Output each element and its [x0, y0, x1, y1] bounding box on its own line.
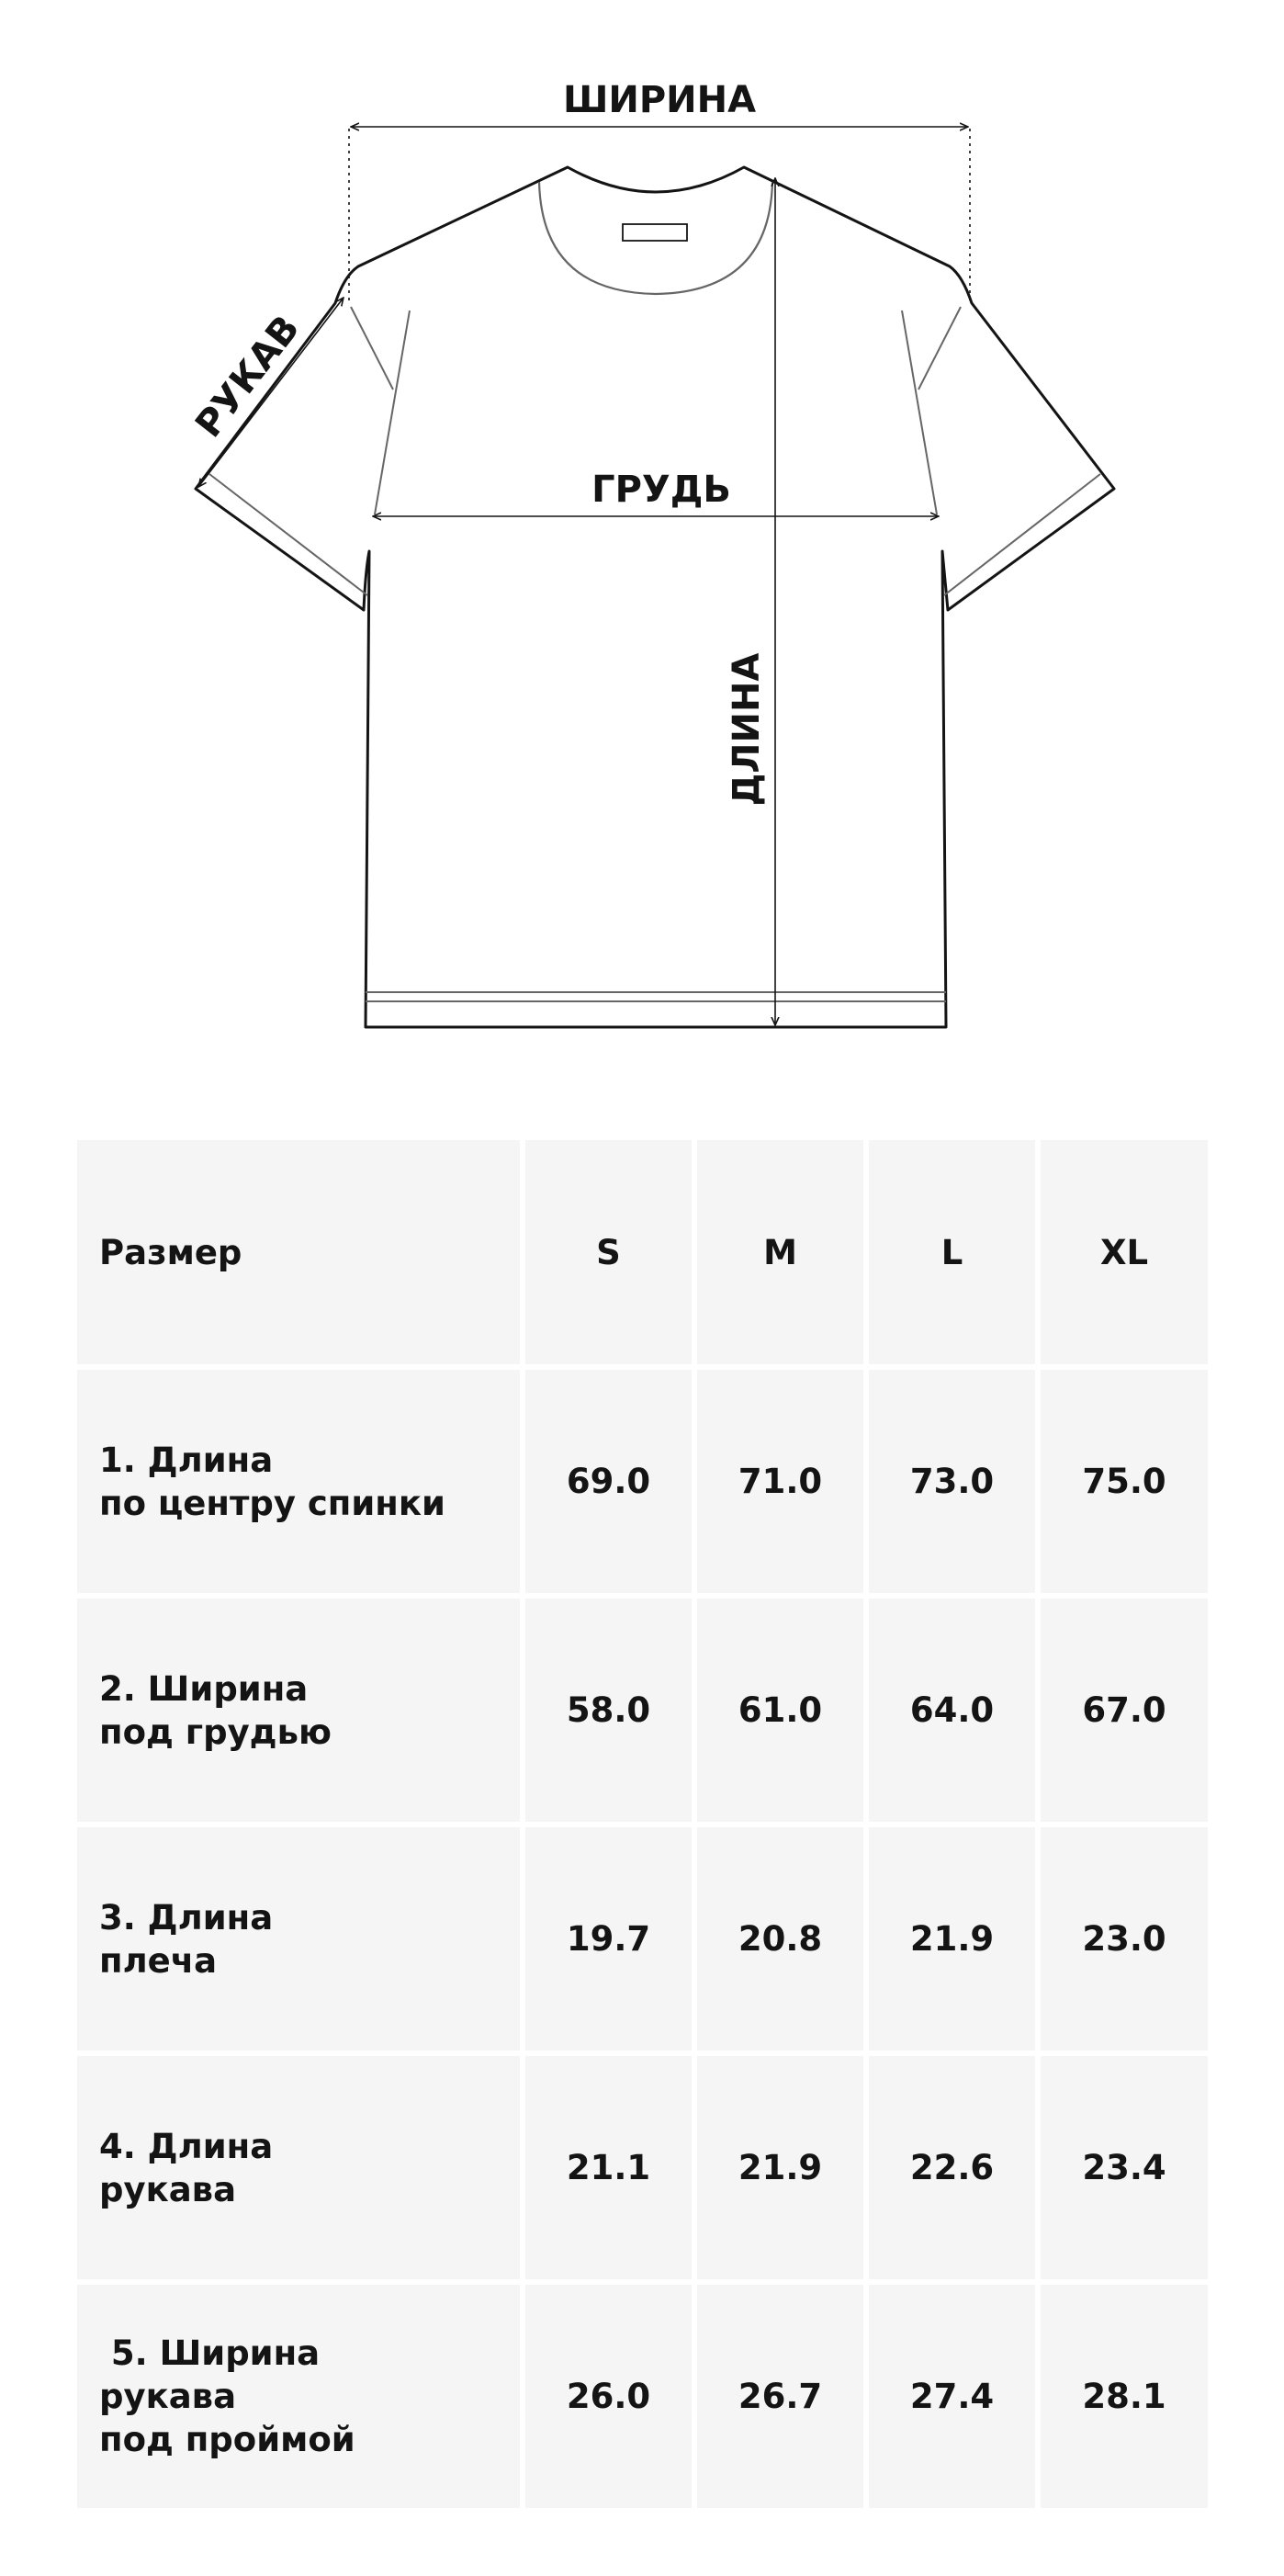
header-size-s: S	[525, 1140, 692, 1364]
left-armhole-seam	[375, 311, 410, 514]
cell-value: 20.8	[697, 1827, 863, 2051]
cell-value: 23.4	[1041, 2056, 1208, 2279]
right-shoulder-seam	[918, 307, 961, 390]
chest-label: ГРУДЬ	[591, 469, 731, 511]
tshirt-diagram	[0, 0, 1284, 1066]
cell-value: 64.0	[869, 1599, 1035, 1822]
tshirt-outline	[196, 167, 1114, 1027]
collar-label-tag	[623, 224, 687, 241]
cell-value: 26.7	[697, 2285, 863, 2508]
table-row	[77, 1827, 1208, 2051]
cell-value: 26.0	[525, 2285, 692, 2508]
header-size-l: L	[869, 1140, 1035, 1364]
cell-value: 61.0	[697, 1599, 863, 1822]
table-row	[77, 1370, 1208, 1593]
cell-value: 21.9	[869, 1827, 1035, 2051]
length-label: ДЛИНА	[726, 652, 768, 807]
row-label: 5. Ширина рукава под проймой	[77, 2285, 520, 2508]
right-armhole-seam	[902, 311, 937, 514]
cell-value: 28.1	[1041, 2285, 1208, 2508]
cell-value: 73.0	[869, 1370, 1035, 1593]
cell-value: 21.9	[697, 2056, 863, 2279]
cell-value: 58.0	[525, 1599, 692, 1822]
header-size-label: Размер	[77, 1140, 520, 1364]
cell-value: 19.7	[525, 1827, 692, 2051]
header-size-m: M	[697, 1140, 863, 1364]
width-label: ШИРИНА	[562, 79, 757, 121]
table-row	[77, 2056, 1208, 2279]
cell-value: 71.0	[697, 1370, 863, 1593]
cell-value: 27.4	[869, 2285, 1035, 2508]
left-sleeve-hem	[209, 474, 367, 595]
row-label: 4. Длина рукава	[77, 2056, 520, 2279]
header-size-xl: XL	[1041, 1140, 1208, 1364]
table-header-row	[77, 1140, 1208, 1364]
row-label: 1. Длина по центру спинки	[77, 1370, 520, 1593]
row-label: 3. Длина плеча	[77, 1827, 520, 2051]
row-label: 2. Ширина под грудью	[77, 1599, 520, 1822]
table-row	[77, 1599, 1208, 1822]
left-shoulder-seam	[351, 307, 393, 390]
cell-value: 21.1	[525, 2056, 692, 2279]
cell-value: 67.0	[1041, 1599, 1208, 1822]
sleeve-label: РУКАВ	[187, 308, 309, 446]
cell-value: 22.6	[869, 2056, 1035, 2279]
cell-value: 75.0	[1041, 1370, 1208, 1593]
collar-line	[539, 182, 772, 294]
size-table	[72, 1135, 1213, 2514]
table-row	[77, 2285, 1208, 2508]
cell-value: 23.0	[1041, 1827, 1208, 2051]
cell-value: 69.0	[525, 1370, 692, 1593]
right-sleeve-hem	[944, 474, 1100, 595]
